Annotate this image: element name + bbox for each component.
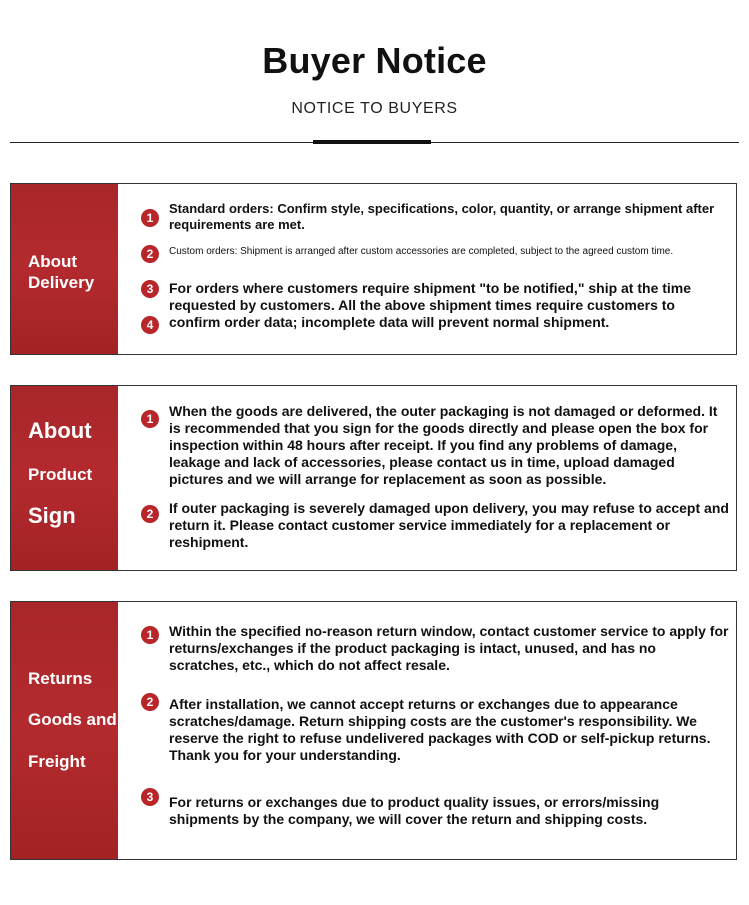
notice-item-text: When the goods are delivered, the outer packaging is not damaged or deformed. It is recommended that you sign for the goods directly and please open the box for inspection within 48 hours after receipt. If you find any problems of damage, leakage and lack of accessories, please contact us in time, upload damaged pictures and we will arrange for replacement as soon as possible.	[169, 403, 718, 487]
page-subtitle: NOTICE TO BUYERS	[291, 100, 458, 117]
number-badge: 3	[141, 788, 159, 806]
notice-item-text: Standard orders: Confirm style, specifications, color, quantity, or arrange shipment after requirements are met.	[169, 201, 715, 232]
number-badge: 4	[141, 316, 159, 334]
notice-item-text: Custom orders: Shipment is arranged after custom accessories are completed, subject to the agreed custom time.	[169, 246, 674, 257]
number-badge: 2	[141, 693, 159, 711]
notice-item-text: For returns or exchanges due to product quality issues, or errors/missing shipments by the company, we will cover the return and shipping costs.	[169, 794, 660, 827]
section-about-product-sign	[10, 385, 737, 571]
section-side-panel	[11, 602, 118, 859]
number-badge: 1	[141, 209, 159, 227]
section-about-delivery	[10, 183, 737, 355]
side-label-line: Delivery	[28, 273, 95, 292]
notice-item-text: If outer packaging is severely damaged upon delivery, you may refuse to accept and return it. Please contact customer service immediately for a replacement or reshipment.	[169, 500, 729, 550]
section-side-panel	[11, 386, 118, 570]
number-badge: 3	[141, 280, 159, 298]
number-badge: 1	[141, 626, 159, 644]
notice-item-text: For orders where customers require shipment "to be notified," ship at the time requested by customers. All the above shipment times require customers to confirm order data; incomplete data will prevent normal shipment.	[169, 280, 692, 330]
side-label-line: Returns	[28, 669, 93, 688]
section-returns-goods-freight	[10, 601, 737, 860]
side-label-line: About	[28, 418, 92, 443]
section-side-panel	[11, 184, 118, 354]
number-badge: 2	[141, 505, 159, 523]
notice-item-text: After installation, we cannot accept returns or exchanges due to appearance scratches/damage. Return shipping costs are the customer's responsibility. We reserve the right to refuse undelivered packages with COD or self-pickup returns. Thank you for your understanding.	[169, 696, 711, 763]
side-label-line: Product	[28, 465, 93, 484]
number-badge: 1	[141, 410, 159, 428]
number-badge: 2	[141, 245, 159, 263]
side-label-line: Sign	[28, 503, 76, 528]
side-label-line: Freight	[28, 752, 86, 771]
header-divider-accent	[313, 140, 431, 144]
notice-item-text: Within the specified no-reason return window, contact customer service to apply for returns/exchanges if the product packaging is intact, unused, and has no scratches, etc., which do not affect resale.	[169, 623, 729, 673]
side-label-line: About	[28, 252, 78, 271]
side-label-line: Goods and	[28, 710, 117, 729]
page-title: Buyer Notice	[262, 40, 487, 81]
